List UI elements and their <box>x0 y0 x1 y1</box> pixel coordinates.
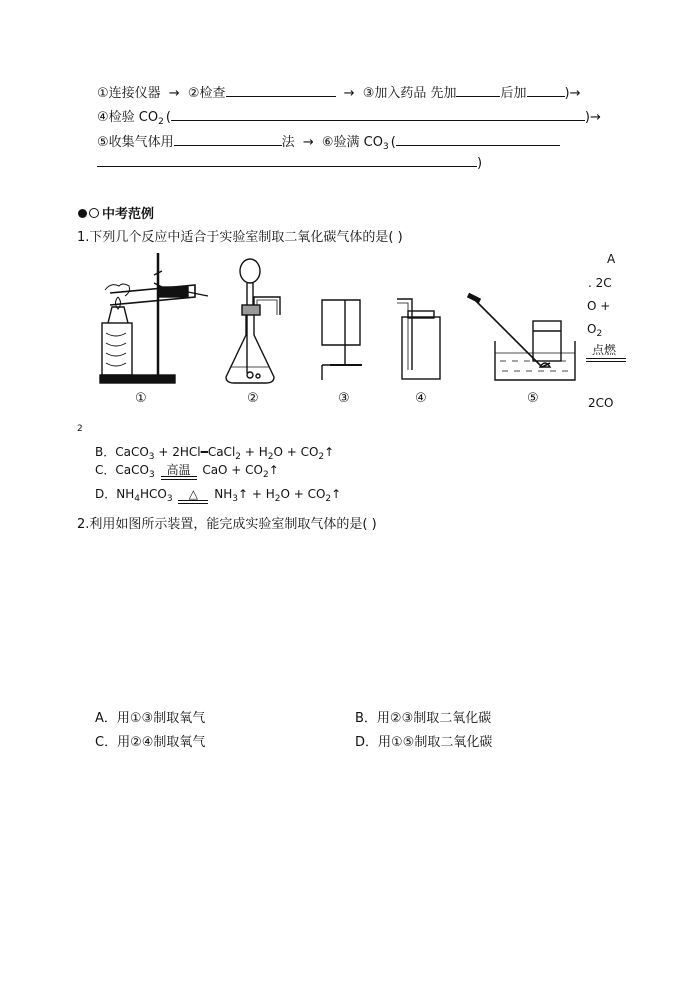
blank-full-check-cont[interactable] <box>97 154 477 167</box>
section-title: 中考范例 <box>78 203 154 222</box>
q1-stem: 1.下列几个反应中适合于实验室制取二氧化碳气体的是( ) <box>77 230 403 245</box>
q2-option-b[interactable]: B．用②③制取二氧化碳 <box>355 711 492 726</box>
step-connect: ①连接仪器 <box>97 86 161 101</box>
side-option-a: A <box>607 252 616 266</box>
side-eq-part2: O + <box>587 299 611 313</box>
apparatus-2-flask <box>226 259 280 383</box>
step-line-2: ④检验 $CO_2$ ( )→ <box>97 110 601 127</box>
q2-option-a[interactable]: A．用①③制取氧气 <box>95 711 206 726</box>
side-eq-part3: $O_2$ <box>587 322 603 339</box>
q1-option-b[interactable]: B．CaCO$_3$ + 2HCl━CaCl$_2$ + $H_2O$ + $CO_2↑$ <box>95 445 335 462</box>
step-then-add: 后加 <box>500 86 527 101</box>
condition-heat: △ <box>178 488 208 504</box>
figure-label-4: ④ <box>415 391 427 406</box>
side-eq-product: 2CO <box>588 396 614 410</box>
step-collect: ⑤收集气体用 <box>97 135 174 150</box>
step-line-1 <box>97 82 580 101</box>
q1-option-c[interactable]: C．CaCO$_3$ 高温 CaO + $CO_2↑$ <box>95 463 279 480</box>
arrow: → <box>302 135 314 150</box>
step-add-reagent: ③加入药品 先加 <box>362 86 457 101</box>
apparatus-figure <box>90 245 590 410</box>
bullet-dot-icon <box>78 209 87 218</box>
bullet-circle-icon <box>89 208 99 218</box>
side-eq-cond: 点燃 <box>586 341 626 362</box>
apparatus-1-heating <box>100 253 208 383</box>
figure-label-1: ① <box>135 391 147 406</box>
q2-option-d[interactable]: D．用①⑤制取二氧化碳 <box>355 735 493 750</box>
blank-then-add[interactable] <box>527 84 565 97</box>
blank-full-check[interactable] <box>396 133 560 146</box>
apparatus-5-trough <box>468 295 575 380</box>
step-line-3: ⑤收集气体用 法 → ⑥验满 $CO_3$ ( <box>97 131 560 152</box>
condition-high-temp: 高温 <box>161 464 197 480</box>
step-check: ②检查 <box>187 86 226 101</box>
figure-label-2: ② <box>247 391 259 406</box>
q2-stem: 2.利用如图所示装置，能完成实验室制取气体的是( ) <box>77 517 377 532</box>
close-arrow: )→ <box>564 86 581 101</box>
arrow: → <box>343 86 355 101</box>
side-eq-part1: . 2C <box>588 276 612 290</box>
blank-test-co2[interactable] <box>171 108 585 121</box>
step-full-check: ⑥验满 CO <box>321 135 383 150</box>
step-test-co2: ④检验 CO <box>97 110 159 125</box>
apparatus-4-jar <box>397 299 440 379</box>
figure-label-3: ③ <box>338 391 350 406</box>
arrow: → <box>168 86 180 101</box>
step-line-4: ) <box>97 154 482 171</box>
blank-collect-method[interactable] <box>174 133 282 146</box>
stray-mark: 2 <box>77 424 83 434</box>
q2-option-c[interactable]: C．用②④制取氧气 <box>95 735 206 750</box>
blank-first-add[interactable] <box>456 84 500 97</box>
blank-check[interactable] <box>226 84 336 97</box>
q1-option-d[interactable]: D．$NH_4HCO_3$ △ $NH_3↑ + H_2O$ + $CO_2↑$ <box>95 487 342 504</box>
figure-label-5: ⑤ <box>527 391 539 406</box>
apparatus-3-jar <box>322 300 362 380</box>
